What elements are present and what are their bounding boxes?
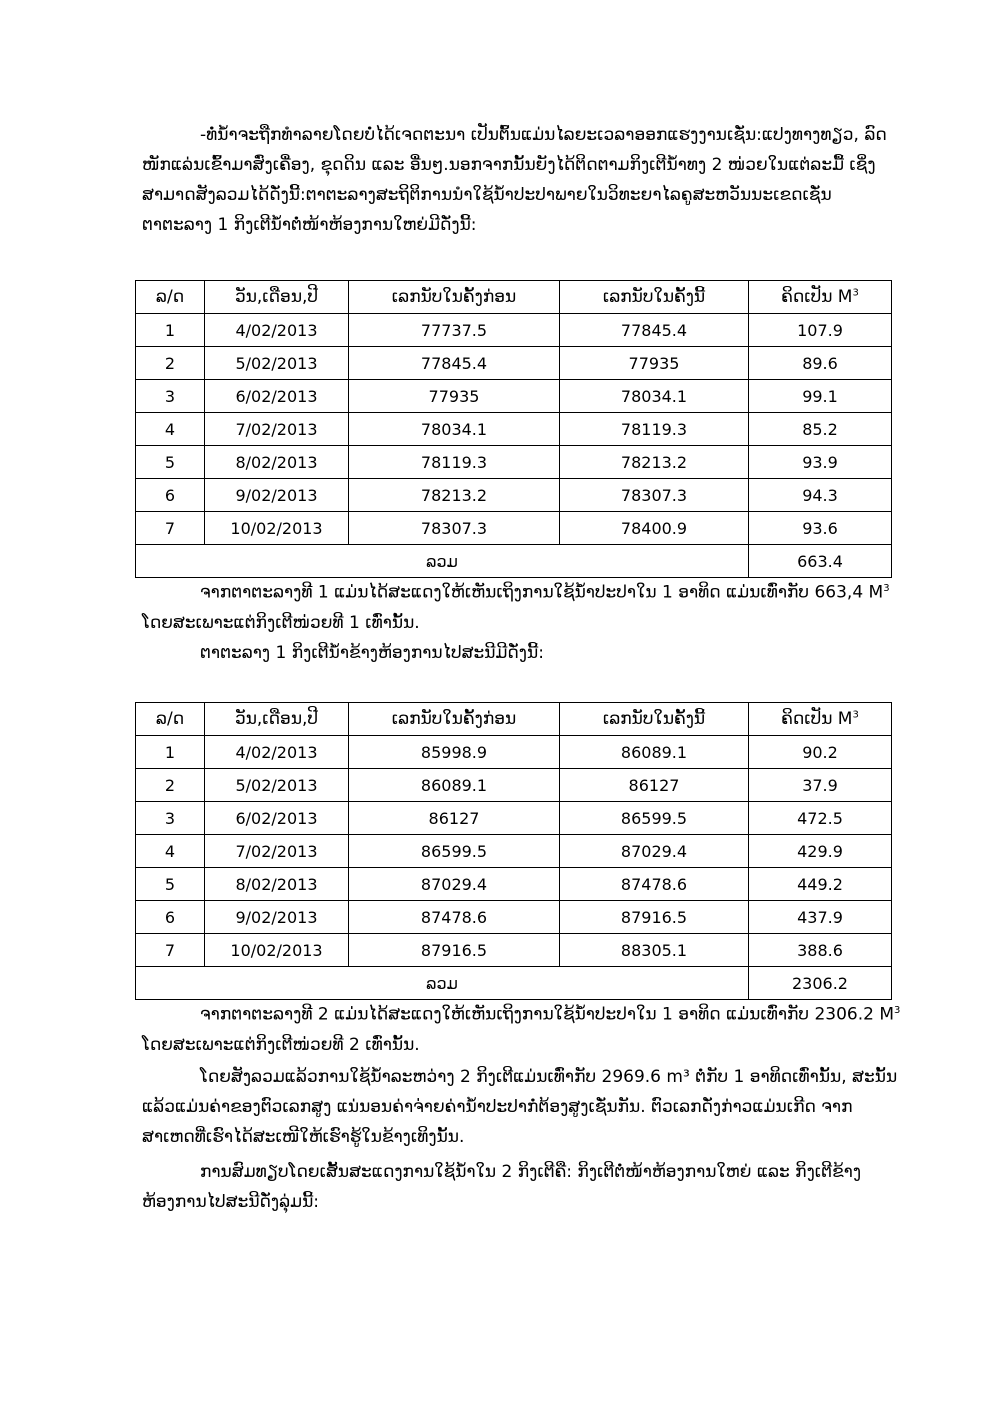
total-label: ລວມ <box>136 545 749 578</box>
table-row <box>136 380 892 413</box>
table-row <box>136 736 892 769</box>
cell-prev: 87029.4 <box>349 868 560 901</box>
summary-paragraph-1: ຈາກຕາຕະລາງທີ 1 ແມ່ນໄດ້ສະແດງໃຫ້ເຫັນເຖິງການໃຊ້ນໍ້າປະປາໃນ 1 ອາທິດ ແມ່ນເທົ່າກັບ 663,4 $M^3$ ໂດຍສະເພາະແຕ່ກິງເຕີໜ່ວຍທີ 1 ເທົ່ານັ້ນ. <box>142 582 890 633</box>
cell-m3: 85.2 <box>749 413 892 446</box>
cell-no: 4 <box>136 835 205 868</box>
cell-prev: 78034.1 <box>349 413 560 446</box>
cell-curr: 87029.4 <box>560 835 749 868</box>
cell-date: 10/02/2013 <box>205 512 349 545</box>
cell-curr: 88305.1 <box>560 934 749 967</box>
table-total-row <box>136 545 892 578</box>
cell-prev: 78307.3 <box>349 512 560 545</box>
cell-curr: 77845.4 <box>560 314 749 347</box>
header-unit: ຄິດເປັນ $M^3$ <box>749 281 892 314</box>
header-curr: ເລກນັບໃນຄັ້ງນີ້ <box>560 281 749 314</box>
cell-curr: 77935 <box>560 347 749 380</box>
table-meter-2 <box>135 702 892 1000</box>
cell-date: 9/02/2013 <box>205 901 349 934</box>
summary-paragraph-2: ຈາກຕາຕະລາງທີ 2 ແມ່ນໄດ້ສະແດງໃຫ້ເຫັນເຖິງການໃຊ້ນໍ້າປະປາໃນ 1 ອາທິດ ແມ່ນເທົ່າກັບ 2306.2 $M^3$ ໂດຍສະເພາະແຕ່ກິງເຕີໜ່ວຍທີ 2 ເທົ່ານັ້ນ. <box>142 1004 901 1055</box>
table-header-row <box>136 703 892 736</box>
cell-date: 10/02/2013 <box>205 934 349 967</box>
table-row <box>136 835 892 868</box>
total-value: 663.4 <box>749 545 892 578</box>
cell-m3: 89.6 <box>749 347 892 380</box>
table-total-row <box>136 967 892 1000</box>
cell-m3: 107.9 <box>749 314 892 347</box>
cell-m3: 99.1 <box>749 380 892 413</box>
cell-no: 3 <box>136 802 205 835</box>
table-header-row <box>136 281 892 314</box>
table-row <box>136 512 892 545</box>
table-row <box>136 802 892 835</box>
header-curr: ເລກນັບໃນຄັ້ງນີ້ <box>560 703 749 736</box>
cell-curr: 78119.3 <box>560 413 749 446</box>
table-meter-1 <box>135 280 892 578</box>
cell-prev: 87478.6 <box>349 901 560 934</box>
table-row <box>136 446 892 479</box>
comparison-intro-paragraph: ການສົມທຽບໂດຍເສັ້ນສະແດງການໃຊ້ນໍ້າໃນ 2 ກິງເຕີຄື: ກິງເຕີຕໍ່ໜ້າຫ້ອງການໃຫຍ່ ແລະ ກິງເຕີຂ້າງ ຫ້ອງການໄປສະນີດັ່ງລຸ່ມນີ້: <box>142 1162 862 1212</box>
cell-date: 6/02/2013 <box>205 380 349 413</box>
header-prev: ເລກນັບໃນຄັ້ງກ່ອນ <box>349 281 560 314</box>
cell-prev: 78213.2 <box>349 479 560 512</box>
cell-no: 2 <box>136 347 205 380</box>
header-no: ລ/ດ <box>136 281 205 314</box>
cell-no: 5 <box>136 868 205 901</box>
header-date: ວັນ,ເດືອນ,ປີ <box>205 281 349 314</box>
cell-curr: 78400.9 <box>560 512 749 545</box>
table-row <box>136 479 892 512</box>
cell-date: 7/02/2013 <box>205 835 349 868</box>
cell-no: 1 <box>136 736 205 769</box>
cell-curr: 78213.2 <box>560 446 749 479</box>
cell-curr: 87478.6 <box>560 868 749 901</box>
cell-curr: 78034.1 <box>560 380 749 413</box>
table2-intro-paragraph: ຕາຕະລາງ 1 ກິງເຕີນໍ້າຂ້າງຫ້ອງການໄປສະນີມີດັ່ງນີ້: <box>200 643 544 663</box>
cell-no: 2 <box>136 769 205 802</box>
cell-date: 9/02/2013 <box>205 479 349 512</box>
header-unit: ຄິດເປັນ $M^3$ <box>749 703 892 736</box>
intro-paragraph: -ທໍ່ນໍ້າຈະຖືກທຳລາຍໂດຍບໍ່ໄດ້ເຈດຕະນາ ເປັນຕົ້ນແມ່ນໄລຍະເວລາອອກແຮງງານເຊັ່ນ:ແປງທາງທຽວ, ລົດໜັກແລ່ນເຂົ້າມາສົ່ງເຄື່ອງ, ຂຸດດິນ ແລະ ອື່ນໆ.ນອກຈາກນັ້ນຍັງໄດ້ຕິດຕາມກິງເຕີນໍ້າທງ 2 ໜ່ວຍໃນແຕ່ລະມື້ ເຊິ່ງສາມາດສັງລວມໄດ້ດັ່ງນີ້:ຕາຕະລາງສະຖິຕິການນຳໃຊ້ນໍ້າປະປາພາຍໃນວິທະຍາໄລຄູສະຫວັນນະເຂດເຊັ່ນ ຕາຕະລາງ 1 ກິງເຕີນໍ້າຕໍ່ໜ້າຫ້ອງການໃຫຍ່ມີດັ່ງນີ້: <box>142 125 887 235</box>
table-row <box>136 934 892 967</box>
cell-m3: 93.9 <box>749 446 892 479</box>
cell-no: 7 <box>136 934 205 967</box>
cell-no: 5 <box>136 446 205 479</box>
cell-m3: 472.5 <box>749 802 892 835</box>
cell-prev: 77845.4 <box>349 347 560 380</box>
cell-date: 4/02/2013 <box>205 736 349 769</box>
header-date: ວັນ,ເດືອນ,ປີ <box>205 703 349 736</box>
table-row <box>136 769 892 802</box>
cell-date: 4/02/2013 <box>205 314 349 347</box>
cell-date: 5/02/2013 <box>205 769 349 802</box>
overall-summary-paragraph: ໂດຍສັງລວມແລ້ວການໃຊ້ນໍ້າລະຫວ່າງ 2 ກິງເຕີແມ່ນເທົ່າກັບ 2969.6 m³ ຕໍ່ກັບ 1 ອາທິດເທົ່ານັ້ນ, ສະນັ້ນແລ້ວແມ່ນຄ່າຂອງຕົວເລກສູງ ແນ່ນອນຄ່າຈ່າຍຄ່ານໍ້າປະປາກໍ່ຕ້ອງສູງເຊັ່ນກັນ. ຕົວເລກດັ່ງກ່າວແມ່ນເກີດ ຈາກສາເຫດທີ່ເຮົາໄດ້ສະເໜີໃຫ້ເຮົາຮູ້ໃນຂ້າງເທິງນັ້ນ. <box>142 1067 898 1147</box>
cell-date: 5/02/2013 <box>205 347 349 380</box>
cell-curr: 86089.1 <box>560 736 749 769</box>
cell-no: 1 <box>136 314 205 347</box>
cell-prev: 86599.5 <box>349 835 560 868</box>
cell-prev: 78119.3 <box>349 446 560 479</box>
cell-curr: 86127 <box>560 769 749 802</box>
table-row <box>136 314 892 347</box>
cell-m3: 449.2 <box>749 868 892 901</box>
cell-m3: 388.6 <box>749 934 892 967</box>
table-row <box>136 413 892 446</box>
cell-prev: 87916.5 <box>349 934 560 967</box>
cell-prev: 77935 <box>349 380 560 413</box>
header-prev: ເລກນັບໃນຄັ້ງກ່ອນ <box>349 703 560 736</box>
cell-m3: 429.9 <box>749 835 892 868</box>
cell-m3: 37.9 <box>749 769 892 802</box>
header-no: ລ/ດ <box>136 703 205 736</box>
cell-no: 6 <box>136 901 205 934</box>
cell-curr: 86599.5 <box>560 802 749 835</box>
cell-no: 6 <box>136 479 205 512</box>
cell-no: 4 <box>136 413 205 446</box>
cell-m3: 93.6 <box>749 512 892 545</box>
cell-date: 6/02/2013 <box>205 802 349 835</box>
cell-prev: 86089.1 <box>349 769 560 802</box>
cell-prev: 77737.5 <box>349 314 560 347</box>
cell-m3: 90.2 <box>749 736 892 769</box>
cell-curr: 78307.3 <box>560 479 749 512</box>
cell-no: 3 <box>136 380 205 413</box>
total-value: 2306.2 <box>749 967 892 1000</box>
cell-no: 7 <box>136 512 205 545</box>
cell-date: 7/02/2013 <box>205 413 349 446</box>
cell-prev: 85998.9 <box>349 736 560 769</box>
cell-m3: 94.3 <box>749 479 892 512</box>
cell-prev: 86127 <box>349 802 560 835</box>
table-row <box>136 901 892 934</box>
cell-date: 8/02/2013 <box>205 868 349 901</box>
cell-date: 8/02/2013 <box>205 446 349 479</box>
cell-curr: 87916.5 <box>560 901 749 934</box>
total-label: ລວມ <box>136 967 749 1000</box>
table-row <box>136 868 892 901</box>
table-row <box>136 347 892 380</box>
cell-m3: 437.9 <box>749 901 892 934</box>
